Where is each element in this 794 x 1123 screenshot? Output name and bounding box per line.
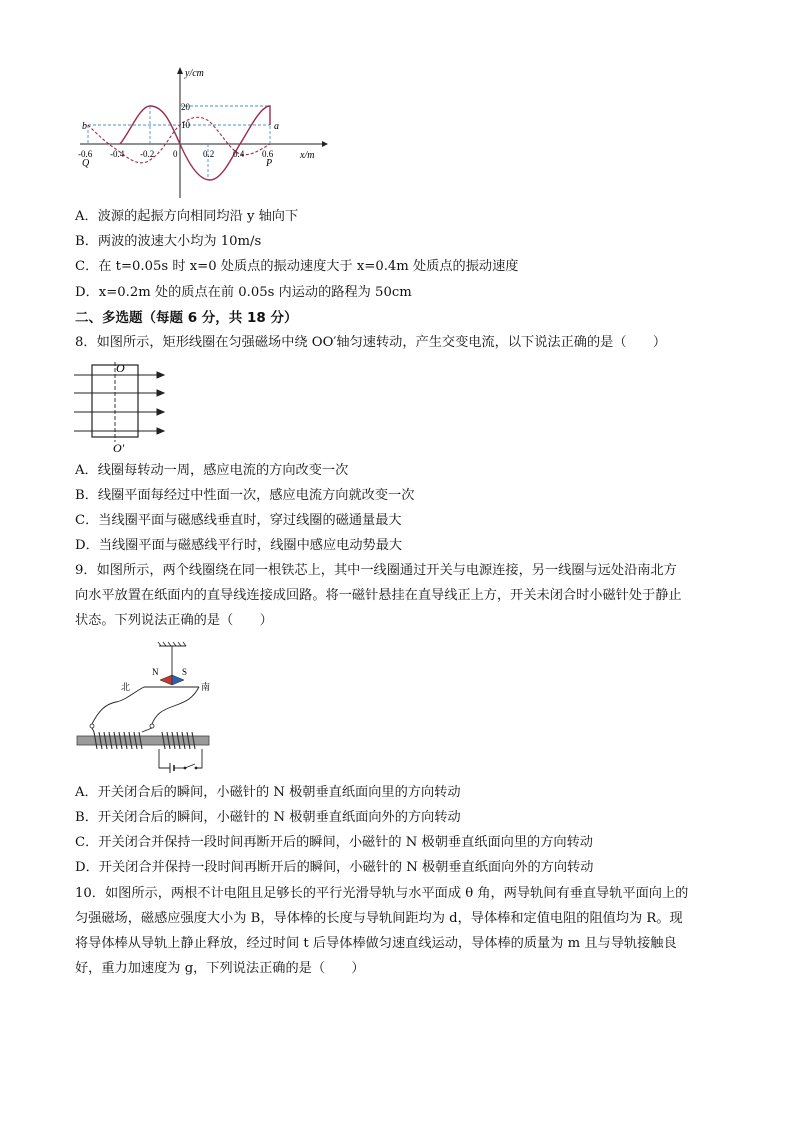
q7-option-d: D．x=0.2m 处的质点在前 0.05s 内运动的路程为 50cm: [75, 285, 412, 300]
q9-stem-line1: 9．如图所示，两个线圈绕在同一根铁芯上，其中一线圈通过开关与电源连接，另一线圈与远处沿南北方: [75, 563, 677, 578]
x-tick-04: 0.4: [233, 149, 245, 159]
label-P: P: [266, 158, 273, 169]
compass-circuit-figure: [74, 640, 214, 780]
label-a: a: [274, 121, 279, 132]
needle-s-label: S: [182, 667, 188, 677]
q9-option-c: C．开关闭合并保持一段时间再断开后的瞬间，小磁针的 N 极朝垂直纸面向里的方向转动: [75, 835, 593, 850]
q7-option-c: C．在 t=0.05s 时 x=0 处质点的振动速度大于 x=0.4m 处质点的振动速度: [75, 259, 519, 274]
axis-label-o: O: [116, 361, 125, 375]
x-tick-02: 0.2: [203, 149, 215, 159]
x-tick-neg06: -0.6: [78, 149, 93, 159]
y-tick-10: 10: [181, 120, 190, 130]
q9-stem-line2: 向水平放置在纸面内的直导线连接成回路。将一磁针悬挂在直导线正上方，开关未闭合时小磁针处于静止: [75, 588, 682, 603]
q8-option-c: C．当线圈平面与磁感线垂直时，穿过线圈的磁通量最大: [75, 513, 402, 528]
y-axis-label: y/cm: [185, 68, 204, 79]
q8-option-b: B．线圈平面每经过中性面一次，感应电流方向就改变一次: [75, 488, 415, 503]
q9-option-a: A．开关闭合后的瞬间，小磁针的 N 极朝垂直纸面向里的方向转动: [75, 785, 461, 800]
x-tick-0: 0: [173, 149, 178, 159]
q10-stem-line3: 将导体棒从导轨上静止释放，经过时间 t 后导体棒做匀速直线运动，导体棒的质量为 m 且与导轨接触良: [75, 936, 677, 951]
q8-stem: 8．如图所示，矩形线圈在匀强磁场中绕 OO′轴匀速转动，产生交变电流，以下说法正确的是（ ）: [75, 335, 667, 350]
needle-n-label: N: [152, 667, 159, 677]
q7-option-b: B．两波的波速大小均为 10m/s: [75, 234, 262, 249]
axis-label-o-prime: O′: [113, 441, 125, 455]
q10-stem-line2: 匀强磁场，磁感应强度大小为 B，导体棒的长度与导轨间距均为 d，导体棒和定值电阻的阻值均为 R。现: [75, 911, 683, 926]
y-tick-20: 20: [181, 102, 190, 112]
wave-figure: [70, 62, 340, 202]
coil-figure: [72, 360, 182, 455]
q10-stem-line1: 10．如图所示，两根不计电阻且足够长的平行光滑导轨与水平面成 θ 角，两导轨间有垂直导轨平面向上的: [75, 886, 689, 901]
q9-stem-line3: 状态。下列说法正确的是（ ）: [75, 613, 273, 628]
x-tick-06: 0.6: [262, 149, 274, 159]
q8-option-a: A．线圈每转动一周，感应电流的方向改变一次: [75, 463, 349, 478]
section-title-multiple-choice: 二、多选题（每题 6 分，共 18 分）: [75, 310, 298, 326]
q9-option-d: D．开关闭合并保持一段时间再断开后的瞬间，小磁针的 N 极朝垂直纸面向外的方向转动: [75, 860, 594, 875]
label-Q: Q: [82, 158, 90, 169]
q8-option-d: D．当线圈平面与磁感线平行时，线圈中感应电动势最大: [75, 538, 403, 553]
x-tick-neg02: -0.2: [140, 149, 155, 159]
x-axis-label: x/m: [300, 150, 315, 161]
south-label: 南: [201, 682, 211, 692]
x-tick-neg04: -0.4: [110, 149, 125, 159]
q9-option-b: B．开关闭合后的瞬间，小磁针的 N 极朝垂直纸面向外的方向转动: [75, 810, 461, 825]
q10-stem-line4: 好，重力加速度为 g，下列说法正确的是（ ）: [75, 961, 365, 976]
q7-option-a: A．波源的起振方向相同均沿 y 轴向下: [75, 209, 299, 224]
north-label: 北: [121, 682, 131, 692]
label-b: b: [82, 121, 87, 132]
